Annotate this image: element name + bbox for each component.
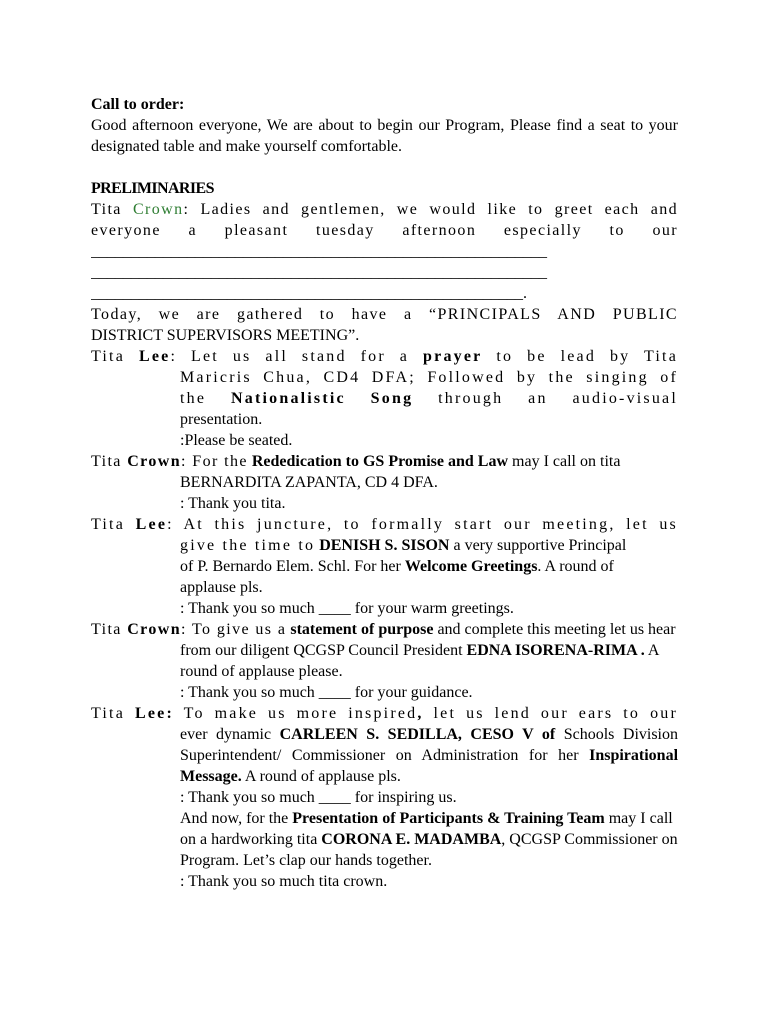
- lee-inspirational-text: ever dynamic CARLEEN S. SEDILLA, CESO V of Schools Division Superintendent/ Commissioner on Administration for her Inspirational Message. A round of applause pls.: [180, 726, 679, 785]
- document-body: [91, 94, 678, 892]
- blank-line-3: ______________________________________________________.: [91, 285, 527, 302]
- presentation-thanks: : Thank you so much tita crown.: [180, 873, 388, 890]
- lee-prayer-line-4: presentation.: [180, 411, 263, 428]
- lee-inspirational-thanks: : Thank you so much ____ for inspiring us.: [180, 789, 457, 806]
- presentation-text: And now, for the Presentation of Participants & Training Team may I call on a hardworking tita CORONA E. MADAMBA, QCGSP Commissioner on Program. Let’s clap our hands together.: [180, 810, 678, 869]
- blank-line-1: _________________________________________________________: [91, 243, 547, 260]
- preliminaries-heading: PRELIMINARIES: [91, 180, 214, 197]
- lee-prayer-line-2: Maricris Chua, CD4 DFA; Followed by the singing of: [180, 369, 678, 386]
- lee-inspirational-block: [91, 703, 678, 892]
- crown-purpose-block: [91, 619, 678, 703]
- crown-purpose-thanks: : Thank you so much ____ for your guidance.: [180, 684, 473, 701]
- lee-prayer-line-1: Tita Lee: Let us all stand for a prayer to be lead by Tita: [91, 348, 679, 365]
- lee-prayer-line-3: the Nationalistic Song through an audio-visual: [180, 390, 679, 407]
- crown-purpose-text: Tita Crown: To give us a statement of purpose and complete this meeting let us hear from our diligent QCGSP Council President EDNA ISORENA-RIMA . A round of applause please.: [91, 621, 676, 680]
- lee-welcome-line-2: give the time to DENISH S. SISON a very supportive Principal: [180, 537, 627, 554]
- lee-prayer-block: [91, 346, 678, 451]
- today-line-2: DISTRICT SUPERVISORS MEETING”.: [91, 327, 360, 344]
- lee-welcome-thanks: : Thank you so much ____ for your warm greetings.: [180, 600, 514, 617]
- call-to-order-heading: Call to order:: [91, 96, 185, 113]
- crown-rededication-text: Tita Crown: For the Rededication to GS Promise and Law may I call on tita BERNARDITA ZAPANTA, CD 4 DFA.: [91, 453, 621, 491]
- lee-prayer-line-5: :Please be seated.: [180, 432, 293, 449]
- lee-inspirational-line-1: Tita Lee: To make us more inspired, let us lend our ears to our: [91, 705, 679, 722]
- crown-rededication-thanks: : Thank you tita.: [180, 495, 286, 512]
- lee-welcome-line-4: applause pls.: [180, 579, 263, 596]
- lee-welcome-line-1: Tita Lee: At this juncture, to formally start our meeting, let us: [91, 516, 678, 533]
- crown-rededication-block: [91, 451, 678, 514]
- call-to-order-text: Good afternoon everyone, We are about to begin our Program, Please find a seat to your designated table and make yourself comfortable.: [91, 117, 678, 155]
- today-line-1: Today, we are gathered to have a “PRINCIPALS AND PUBLIC: [91, 306, 678, 323]
- lee-welcome-block: [91, 514, 678, 619]
- lee-welcome-line-3: of P. Bernardo Elem. Schl. For her Welcome Greetings. A round of: [180, 558, 614, 575]
- greeting-line-2: everyone a pleasant tuesday afternoon especially to our: [91, 222, 678, 239]
- greeting-line-1: Tita Crown: Ladies and gentlemen, we would like to greet each and: [91, 201, 678, 218]
- blank-line-2: _________________________________________________________: [91, 264, 547, 281]
